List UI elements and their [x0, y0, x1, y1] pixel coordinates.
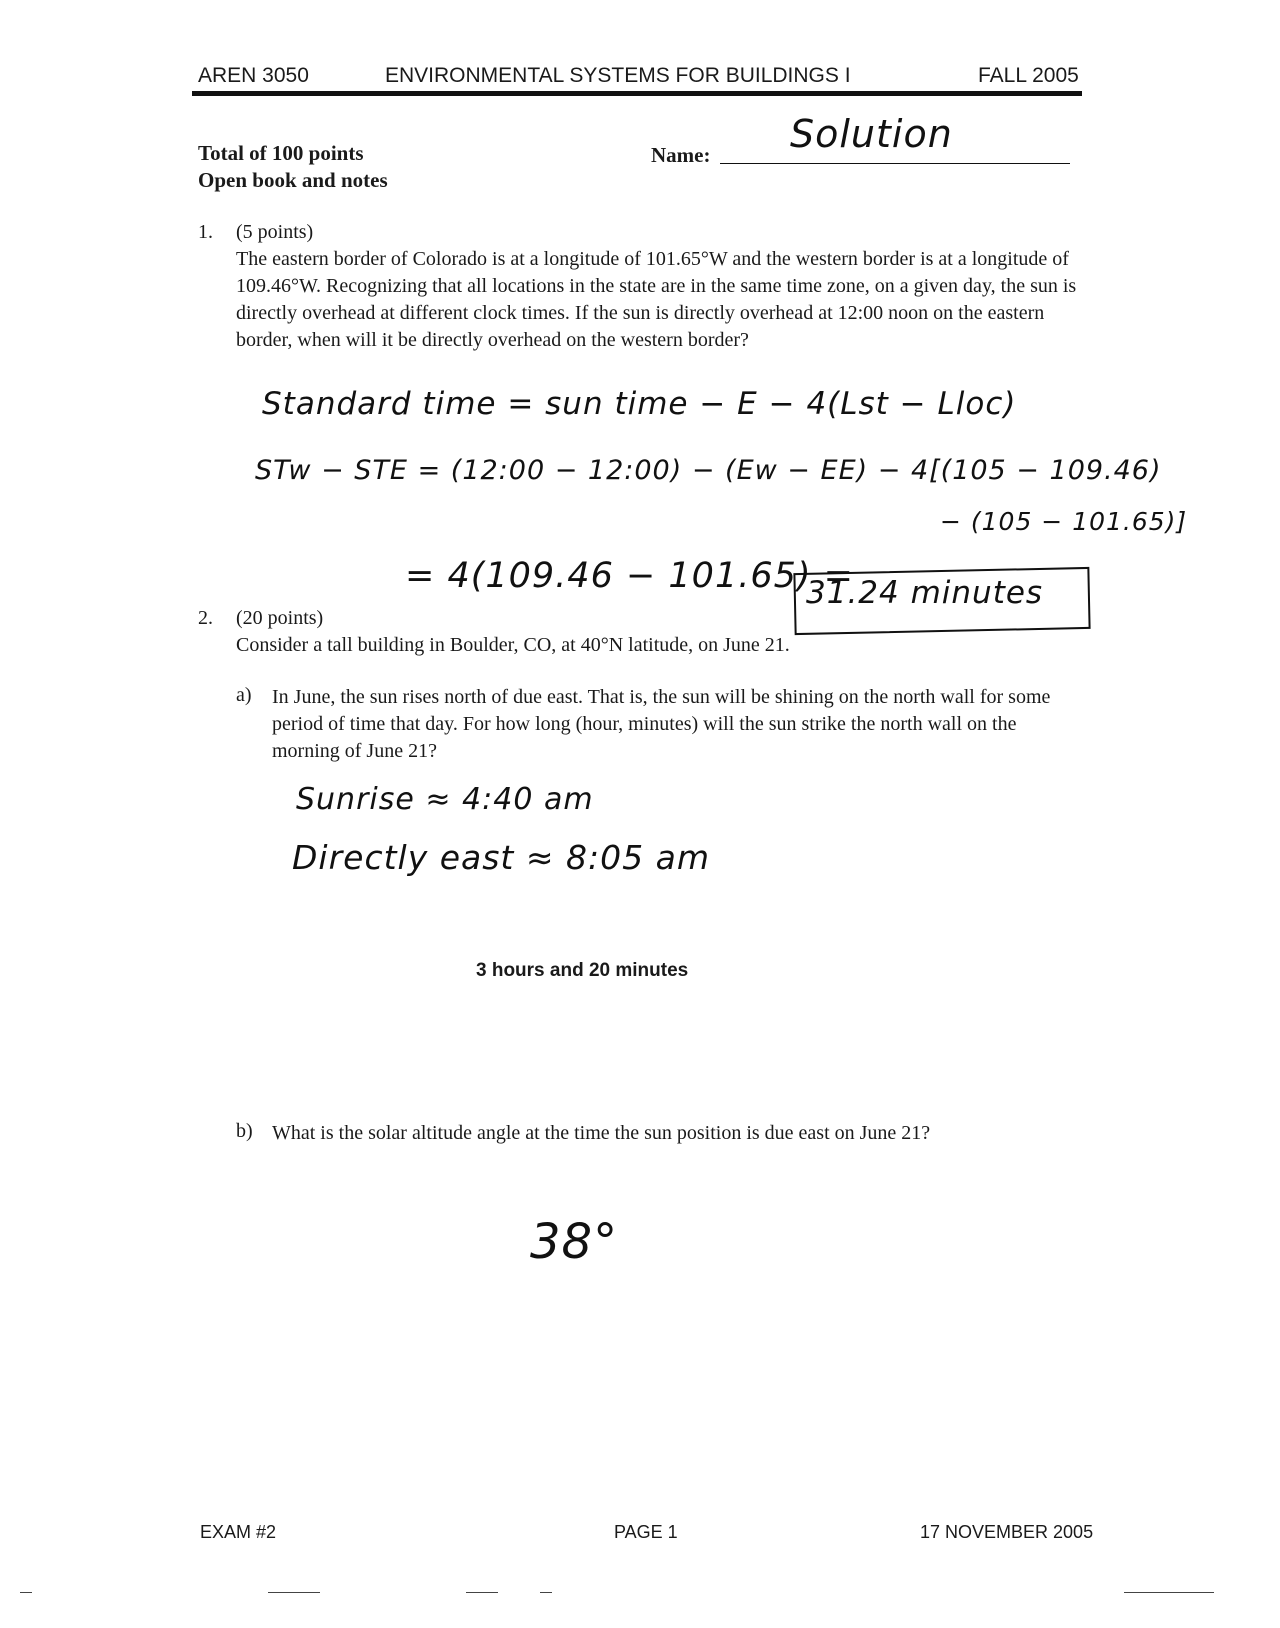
open-book-note: Open book and notes [198, 168, 388, 192]
scan-mark [268, 1592, 320, 1593]
name-line [720, 163, 1070, 164]
q2a-answer: 3 hours and 20 minutes [476, 960, 689, 981]
q2b-text: What is the solar altitude angle at the time the sun position is due east on June 21? [272, 1122, 931, 1144]
scan-mark [540, 1592, 552, 1593]
q2-points: (20 points) [236, 607, 324, 629]
q1-work-line-4: = 4(109.46 − 101.65) = [405, 556, 854, 596]
q2b-answer: 38° [530, 1214, 619, 1270]
q1-work-line-2: STw − STE = (12:00 − 12:00) − (Ew − EE) − 4[(105 − 109.46) [255, 455, 1162, 486]
course-code: AREN 3050 [198, 64, 309, 87]
q2a-work-directly-east: Directly east ≈ 8:05 am [292, 838, 710, 877]
total-points: Total of 100 points [198, 141, 364, 165]
q2b-label: b) [236, 1120, 253, 1142]
q2a-text: In June, the sun rises north of due east. That is, the sun will be shining on the north wall for some period of time that day. For how long (hour, minutes) will the sun strike the north wall on the morning of June 21? [272, 686, 1051, 762]
q1-work-line-3: − (105 − 101.65)] [940, 507, 1188, 536]
footer-page: PAGE 1 [614, 1522, 678, 1542]
term: FALL 2005 [978, 64, 1079, 87]
name-label: Name: [651, 143, 711, 167]
q2a-work-sunrise: Sunrise ≈ 4:40 am [296, 782, 594, 817]
q1-points: (5 points) [236, 221, 314, 243]
scan-mark [466, 1592, 498, 1593]
q2a-label: a) [236, 684, 252, 706]
scan-mark [1124, 1592, 1214, 1593]
q1-text: The eastern border of Colorado is at a longitude of 101.65°W and the western border is at a longitude of 109.46°W. Recognizing that all locations in the state are in the same time zone, on a given day, the sun is directly overhead at different clock times. If the sun is directly overhead at 12:00 noon on the eastern border, when will it be directly overhead on the western border? [236, 248, 1077, 351]
header-rule [192, 91, 1082, 96]
footer-exam: EXAM #2 [200, 1522, 277, 1542]
name-value: Solution [790, 112, 953, 156]
course-title: ENVIRONMENTAL SYSTEMS FOR BUILDINGS I [385, 64, 851, 87]
q1-work-line-1: Standard time = sun time − E − 4(Lst − Lloc) [262, 386, 1017, 422]
q2-text: Consider a tall building in Boulder, CO, at 40°N latitude, on June 21. [236, 634, 790, 656]
scan-mark [20, 1592, 32, 1593]
q1-answer: 31.24 minutes [806, 575, 1044, 611]
footer-date: 17 NOVEMBER 2005 [920, 1522, 1094, 1542]
q1-number: 1. [198, 221, 213, 243]
q2-number: 2. [198, 607, 213, 629]
